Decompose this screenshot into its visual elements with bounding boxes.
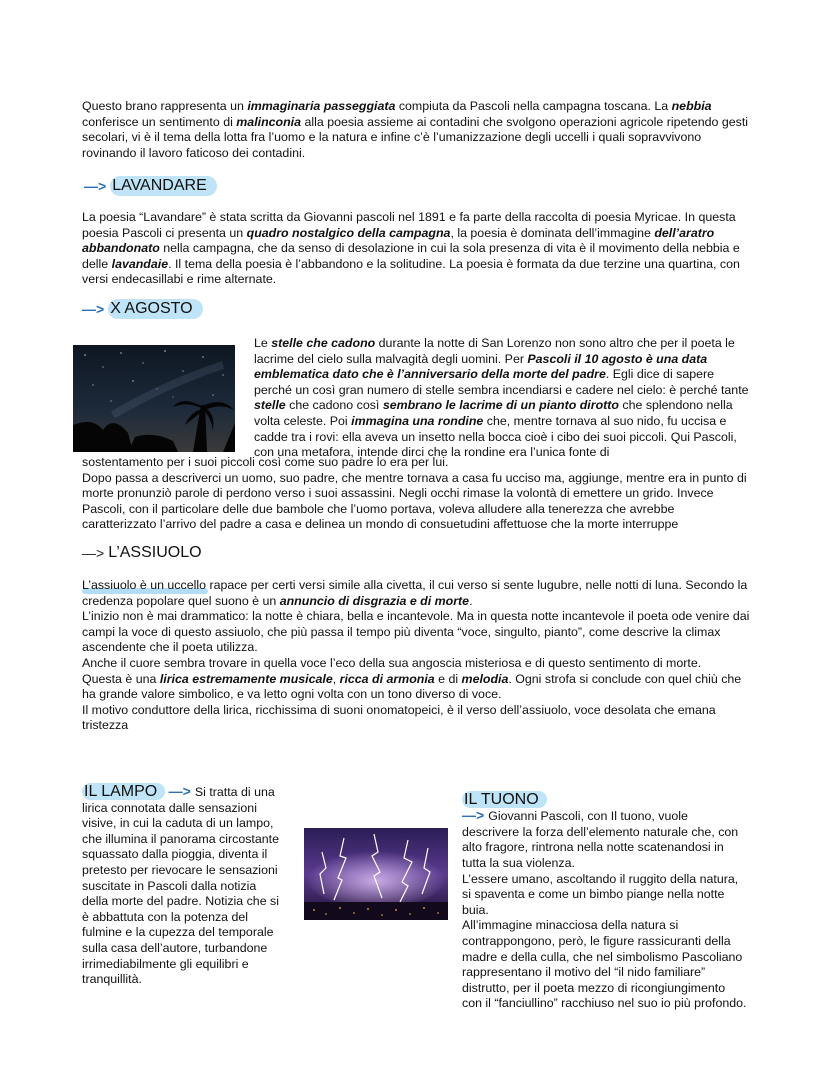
lightning-city-image	[304, 828, 448, 920]
heading-x-agosto	[82, 299, 203, 319]
arrow-icon: —>	[84, 178, 107, 194]
heading-tuono-title: IL TUONO	[462, 791, 547, 808]
intro-paragraph: Questo brano rappresenta un immaginaria passeggiata compiuta da Pascoli nella campagna toscana. La nebbia conferisce un sentimento di malinconia alla poesia assieme ai contadini che svolgono operazioni agricole ripetendo gesti secolari, vi è il tema della lotta fra l’uomo e la natura e infine c’è l’umanizzazione degli uccelli i quali sopravvivono rovinando il lavoro faticoso dei contadini.	[82, 99, 749, 160]
assiuolo-paragraph	[82, 578, 750, 734]
assiuolo-line-4: Questa è una lirica estremamente musicale, ricca di armonia e di melodia. Ogni strofa si conclude con quel chiù che ha grande valore simbolico, e va letto ogni volta con un tono diverso di voce.	[82, 671, 742, 702]
x-agosto-rest-paragraph: sostentamento per i suoi piccoli così come suo padre lo era per lui. Dopo passa a descriverci un uomo, suo padre, che mentre tornava a casa fu ucciso ma, aggiunge, mentre era in punto di morte pronunziò parole di perdono verso i suoi assassini. Negli occhi rimase la volontà di emettere un grido. Invece Pascoli, con il particolare delle due bambole che l’uomo portava, voleva alludere alla tenerezza che avrebbe caratterizzato l’arrivo del padre a casa e delinea un mondo di consuetudini affettuose che la morte interruppe	[82, 455, 747, 532]
assiuolo-line-1: L’assiuolo è un uccello rapace per certi versi simile alla civetta, il cui verso si sente lugubre, nelle notti di luna. Secondo la credenza popolare quel suono è un annuncio di disgrazia e di morte.	[82, 578, 748, 608]
arrow-icon: —>	[462, 807, 485, 824]
tuono-section	[462, 776, 748, 1012]
assiuolo-line-3: Anche il cuore sembra trovare in quella voce l’eco della sua angoscia misteriosa e di questo sentimento di morte.	[82, 655, 702, 670]
night-sky-palms-image	[73, 345, 235, 452]
lavandare-paragraph: La poesia “Lavandare” è stata scritta da Giovanni pascoli nel 1891 e fa parte della raccolta di poesia Myricae. In questa poesia Pascoli ci presenta un quadro nostalgico della campagna, la poesia è dominata dell’immagine dell’aratro abbandonato nella campagna, che da senso di desolazione in cui la sola presenza di vita è il movimento della nebbia e delle lavandaie. Il tema della poesia è l’abbandono e la solitudine. La poesia è formata da due terzine una quartina, con versi endecasillabi e rime alternate.	[82, 210, 740, 287]
assiuolo-line-5: Il motivo conduttore della lirica, ricchissima di suoni onomatopeici, è il verso dell’assiuolo, voce desolata che emana tristezza	[82, 702, 716, 733]
heading-lampo	[82, 783, 165, 800]
arrow-icon: —>	[168, 783, 191, 799]
arrow-icon: —>	[82, 301, 105, 317]
tuono-body: Giovanni Pascoli, con Il tuono, vuole descrivere la forza dell’elemento naturale che, con alto fragore, rintrona nella notte scatenandosi in tutta la sua violenza. L’essere umano, ascoltando il ruggito della natura, si spaventa e come un bimbo piange nella notte buia. All’immagine minacciosa della natura si contrappongono, però, le figure rassicuranti della madre e della culla, che nel simbolismo Pascoliano rappresentano il motivo del “il nido familiare” distrutto, per il poeta mezzo di ricongiungimento con il “fanciullino” racchiuso nel suo io più profondo.	[462, 809, 747, 1011]
arrow-icon: —>	[82, 545, 105, 561]
heading-x-agosto-title: X AGOSTO	[108, 299, 202, 319]
x-agosto-side-paragraph: Le stelle che cadono durante la notte di San Lorenzo non sono altro che per il poeta le lacrime del cielo sulla malvagità degli uomini. Per Pascoli il 10 agosto è una data emblematica dato che è l’anniversario della morte del padre. Egli dice di sapere perché un così gran numero di stelle sembra incendiarsi e cadere nel cielo: è perché tante stelle che cadono così sembrano le lacrime di un pianto dirotto che splendono nella volta celeste. Poi immagina una rondine che, mentre tornava al suo nido, fu uccisa e cadde tra i rovi: ella aveva un insetto nella bocca cioè i cibo dei suoi piccoli. Qui Pascoli, con una metafora, intende dirci che la rondine era l’unica fonte di	[254, 336, 749, 460]
heading-lavandare-title: LAVANDARE	[110, 176, 217, 196]
heading-assiuolo	[82, 543, 202, 563]
assiuolo-line-2: L’inizio non è mai drammatico: la notte è chiara, bella e incantevole. Ma in questa notte incantevole il poeta ode venire dai campi la voce di questo assiuolo, che più passa il tempo più diventa “voce, singulto, pianto”, come descrive la climax ascendente che il poeta utilizza.	[82, 609, 750, 655]
lampo-body: Si tratta di una lirica connotata dalle sensazioni visive, in cui la caduta di un lampo, che illumina il panorama circostante squassato dalla pioggia, diventa il pretesto per rievocare le sensazioni suscitate in Pascoli dalla notizia della morte del padre. Notizia che si è abbattuta con la potenza del fulmine e la cupezza del temporale sulla casa dell’autore, turbandone irrimediabilmente gli equilibri e tranquillità.	[82, 785, 279, 987]
heading-assiuolo-title: L’ASSIUOLO	[108, 544, 202, 561]
heading-tuono	[462, 791, 547, 808]
lampo-section	[82, 784, 280, 988]
heading-lampo-title: IL LAMPO	[82, 783, 165, 800]
heading-lavandare	[84, 176, 217, 196]
